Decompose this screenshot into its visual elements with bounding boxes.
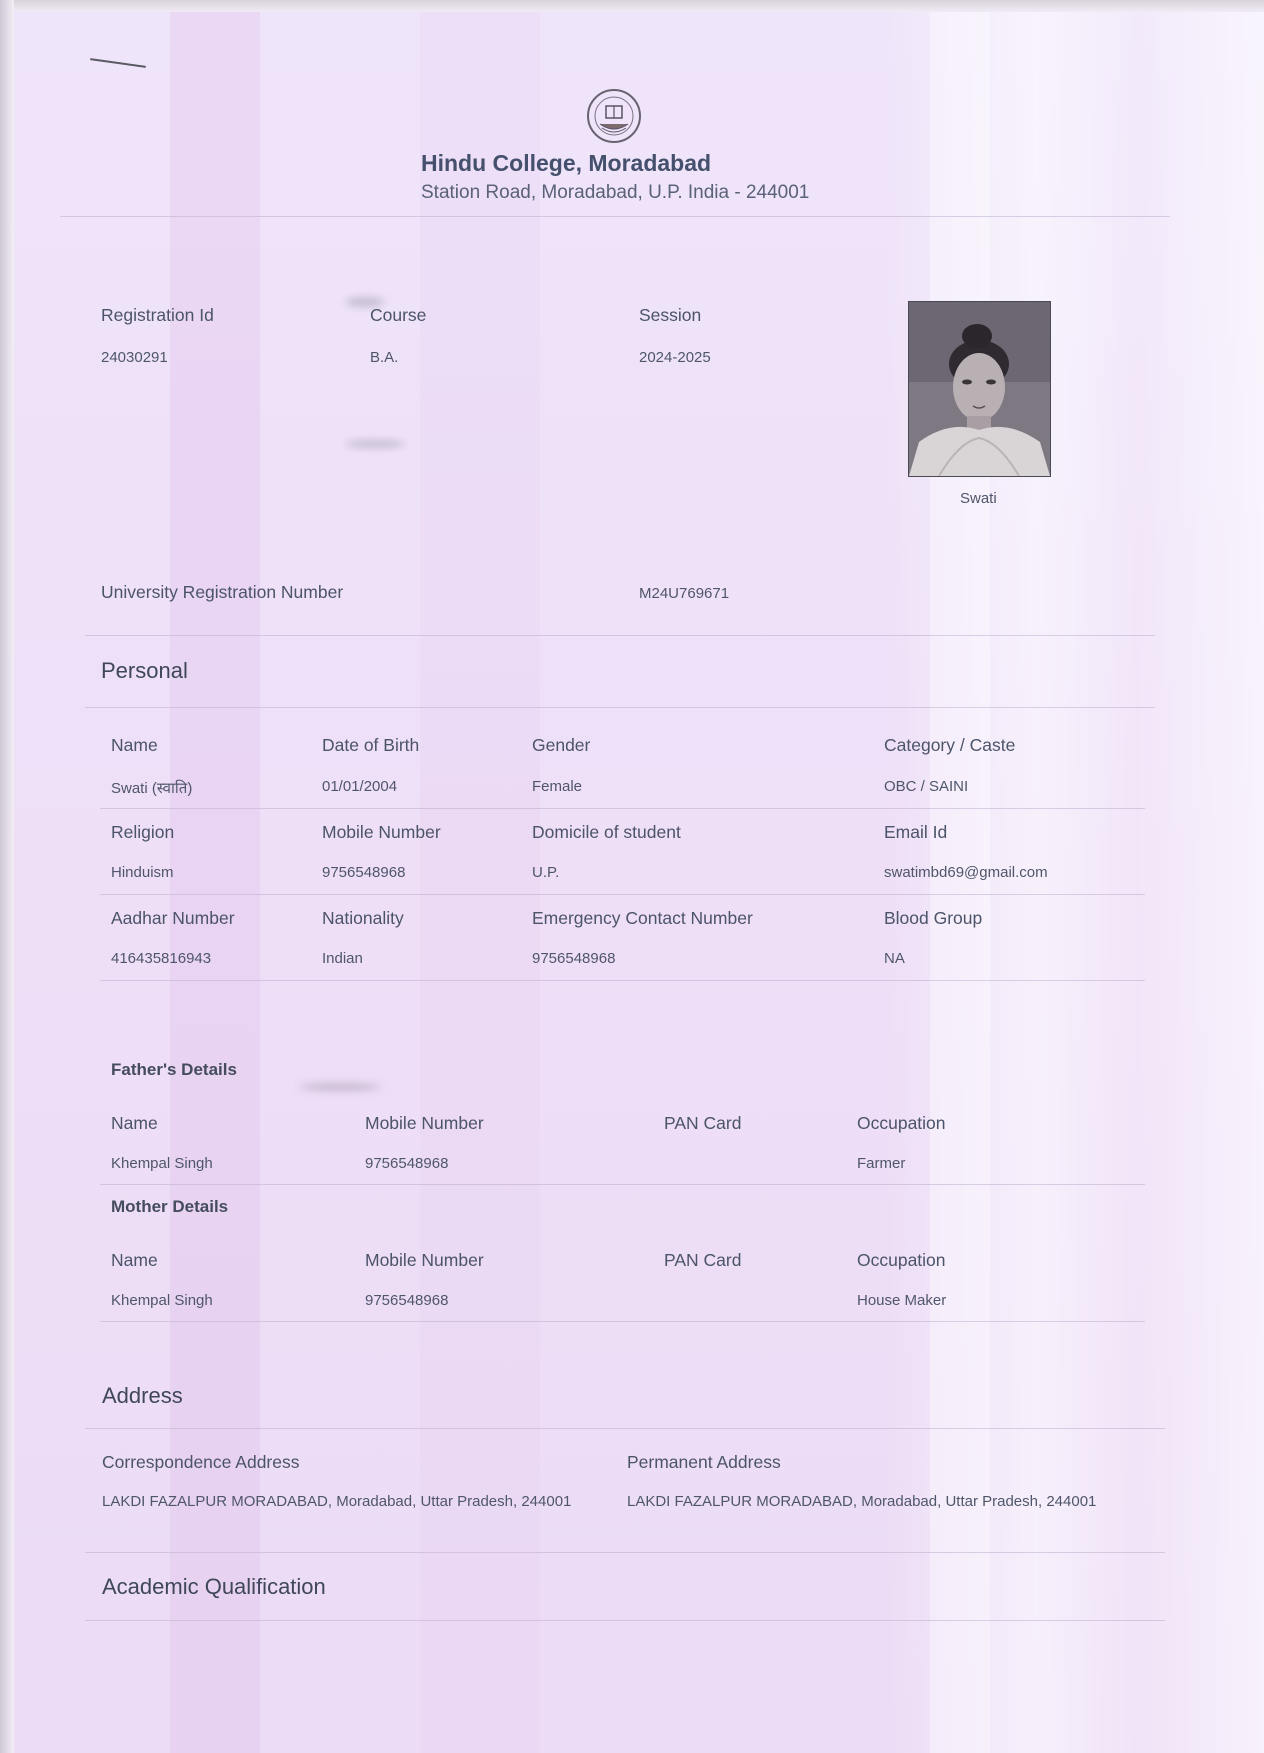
divider (85, 635, 1155, 636)
nationality-value: Indian (322, 950, 363, 967)
category-label: Category / Caste (884, 735, 1016, 755)
father-name-label: Name (111, 1113, 158, 1133)
correspondence-address-value: LAKDI FAZALPUR MORADABAD, Moradabad, Uttar Pradesh, 244001 (102, 1493, 572, 1510)
mobile-label: Mobile Number (322, 822, 441, 842)
scan-band (170, 0, 260, 1753)
father-name-value: Khempal Singh (111, 1155, 213, 1172)
smudge (345, 440, 405, 448)
blood-group-label: Blood Group (884, 908, 983, 928)
page-edge-left (0, 0, 14, 1753)
mother-occupation-value: House Maker (857, 1292, 947, 1309)
father-pan-label: PAN Card (664, 1113, 742, 1133)
session-label: Session (639, 305, 702, 325)
permanent-address-value: LAKDI FAZALPUR MORADABAD, Moradabad, Uttar Pradesh, 244001 (627, 1493, 1097, 1510)
mobile-value: 9756548968 (322, 864, 406, 881)
religion-label: Religion (111, 822, 175, 842)
dob-label: Date of Birth (322, 735, 420, 755)
divider (100, 1184, 1145, 1185)
permanent-address-label: Permanent Address (627, 1452, 781, 1472)
smudge (300, 1083, 380, 1091)
father-section-title: Father's Details (111, 1060, 237, 1079)
domicile-label: Domicile of student (532, 822, 681, 842)
university-reg-value: M24U769671 (639, 585, 730, 602)
divider (100, 894, 1145, 895)
mother-section-title: Mother Details (111, 1197, 229, 1216)
session-value: 2024-2025 (639, 349, 711, 366)
name-value: Swati (स्वाति) (111, 780, 193, 797)
aadhar-label: Aadhar Number (111, 908, 235, 928)
academic-section-title: Academic Qualification (102, 1574, 326, 1599)
domicile-value: U.P. (532, 864, 560, 881)
category-value: OBC / SAINI (884, 778, 969, 795)
college-address: Station Road, Moradabad, U.P. India - 244001 (421, 182, 810, 203)
divider (85, 1428, 1165, 1429)
email-value: swatimbd69@gmail.com (884, 864, 1048, 881)
university-reg-label: University Registration Number (101, 582, 344, 602)
divider (85, 1552, 1165, 1553)
pen-mark (90, 58, 146, 68)
registration-id-label: Registration Id (101, 305, 214, 325)
mother-mobile-label: Mobile Number (365, 1250, 484, 1270)
dob-value: 01/01/2004 (322, 778, 398, 795)
divider (85, 707, 1155, 708)
father-occupation-value: Farmer (857, 1155, 906, 1172)
course-label: Course (370, 305, 427, 325)
registration-id-value: 24030291 (101, 349, 168, 366)
nationality-label: Nationality (322, 908, 404, 928)
father-mobile-label: Mobile Number (365, 1113, 484, 1133)
address-section-title: Address (102, 1383, 183, 1408)
divider (100, 1321, 1145, 1322)
emergency-contact-label: Emergency Contact Number (532, 908, 753, 928)
gender-value: Female (532, 778, 583, 795)
divider (100, 808, 1145, 809)
personal-section-title: Personal (101, 658, 188, 683)
father-mobile-value: 9756548968 (365, 1155, 449, 1172)
mother-pan-label: PAN Card (664, 1250, 742, 1270)
college-name: Hindu College, Moradabad (421, 150, 712, 176)
page-edge-top (14, 0, 1264, 12)
photo-caption: Swati (960, 490, 997, 507)
religion-value: Hinduism (111, 864, 174, 881)
mother-name-value: Khempal Singh (111, 1292, 213, 1309)
divider (60, 216, 1170, 217)
aadhar-value: 416435816943 (111, 950, 212, 967)
blood-group-value: NA (884, 950, 905, 967)
emergency-contact-value: 9756548968 (532, 950, 616, 967)
email-label: Email Id (884, 822, 948, 842)
correspondence-address-label: Correspondence Address (102, 1452, 300, 1472)
mother-name-label: Name (111, 1250, 158, 1270)
scan-band (420, 0, 540, 1753)
gender-label: Gender (532, 735, 591, 755)
divider (85, 1620, 1165, 1621)
college-seal-logo (586, 88, 642, 144)
name-label: Name (111, 735, 158, 755)
divider (100, 980, 1145, 981)
mother-occupation-label: Occupation (857, 1250, 946, 1270)
student-photo (908, 301, 1051, 477)
mother-mobile-value: 9756548968 (365, 1292, 449, 1309)
father-occupation-label: Occupation (857, 1113, 946, 1133)
course-value: B.A. (370, 349, 399, 366)
